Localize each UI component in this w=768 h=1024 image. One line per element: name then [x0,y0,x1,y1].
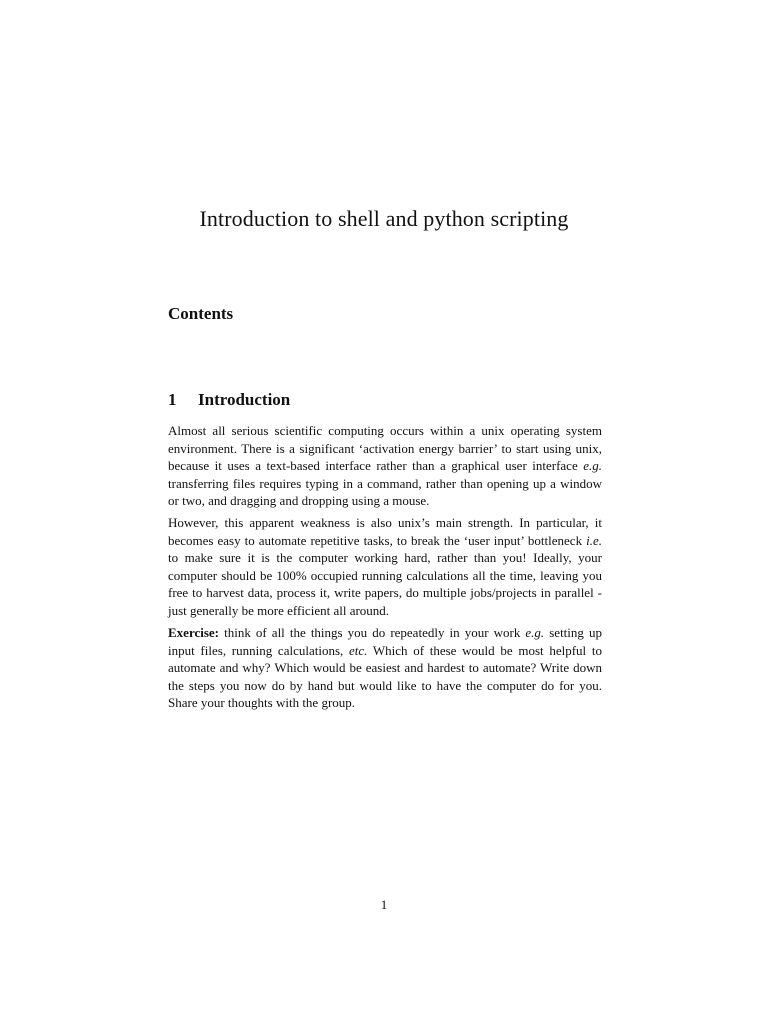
paragraph-emphasis: e.g. [525,625,545,640]
section-number: 1 [168,390,177,409]
page-number: 1 [380,897,388,912]
paragraph-text: to make sure it is the computer working hard, rather than you! Ideally, your computer should be 100% occupied running calculations all the time, leaving you free to harvest data, process it, write papers, do multiple jobs/projects in parallel - just generally be more efficient all around. [168,550,602,618]
section-title: Introduction [198,390,291,409]
paragraph-emphasis: etc. [348,642,368,658]
contents-heading: Contents [168,304,234,323]
exercise-label: Exercise: [168,625,220,640]
document-title: Introduction to shell and python scripting [199,206,569,231]
paragraph-text: Almost all serious scientific computing occurs within a unix operating system environment. There is a significant ‘activation energy barrier’ to start using unix, because it uses a text-based interface rather than a graphical user interface [168,423,602,473]
paragraph-emphasis: e.g. [583,458,602,473]
paragraph-text: setting up input files, running calculations, [168,625,602,658]
section-heading [168,390,290,410]
paragraph-strength [168,514,602,619]
paragraph-text: think of all the things you do repeatedly in your work [219,625,526,640]
paragraph-exercise [168,624,602,712]
paragraph-emphasis: i.e. [586,532,602,548]
paragraph-text: Which of these would be most helpful to automate and why? Which would be easiest and hardest to automate? Write down the steps you now do by hand but would like to have the computer do for you. Share your thoughts with the group. [168,642,602,710]
paragraph-intro [168,422,602,510]
paragraph-text: transferring files requires typing in a command, rather than opening up a window or two, and dragging and dropping using a mouse. [168,475,602,508]
paragraph-text: However, this apparent weakness is also unix’s main strength. In particular, it becomes easy to automate repetitive tasks, to break the ‘user input’ bottleneck [168,515,602,548]
